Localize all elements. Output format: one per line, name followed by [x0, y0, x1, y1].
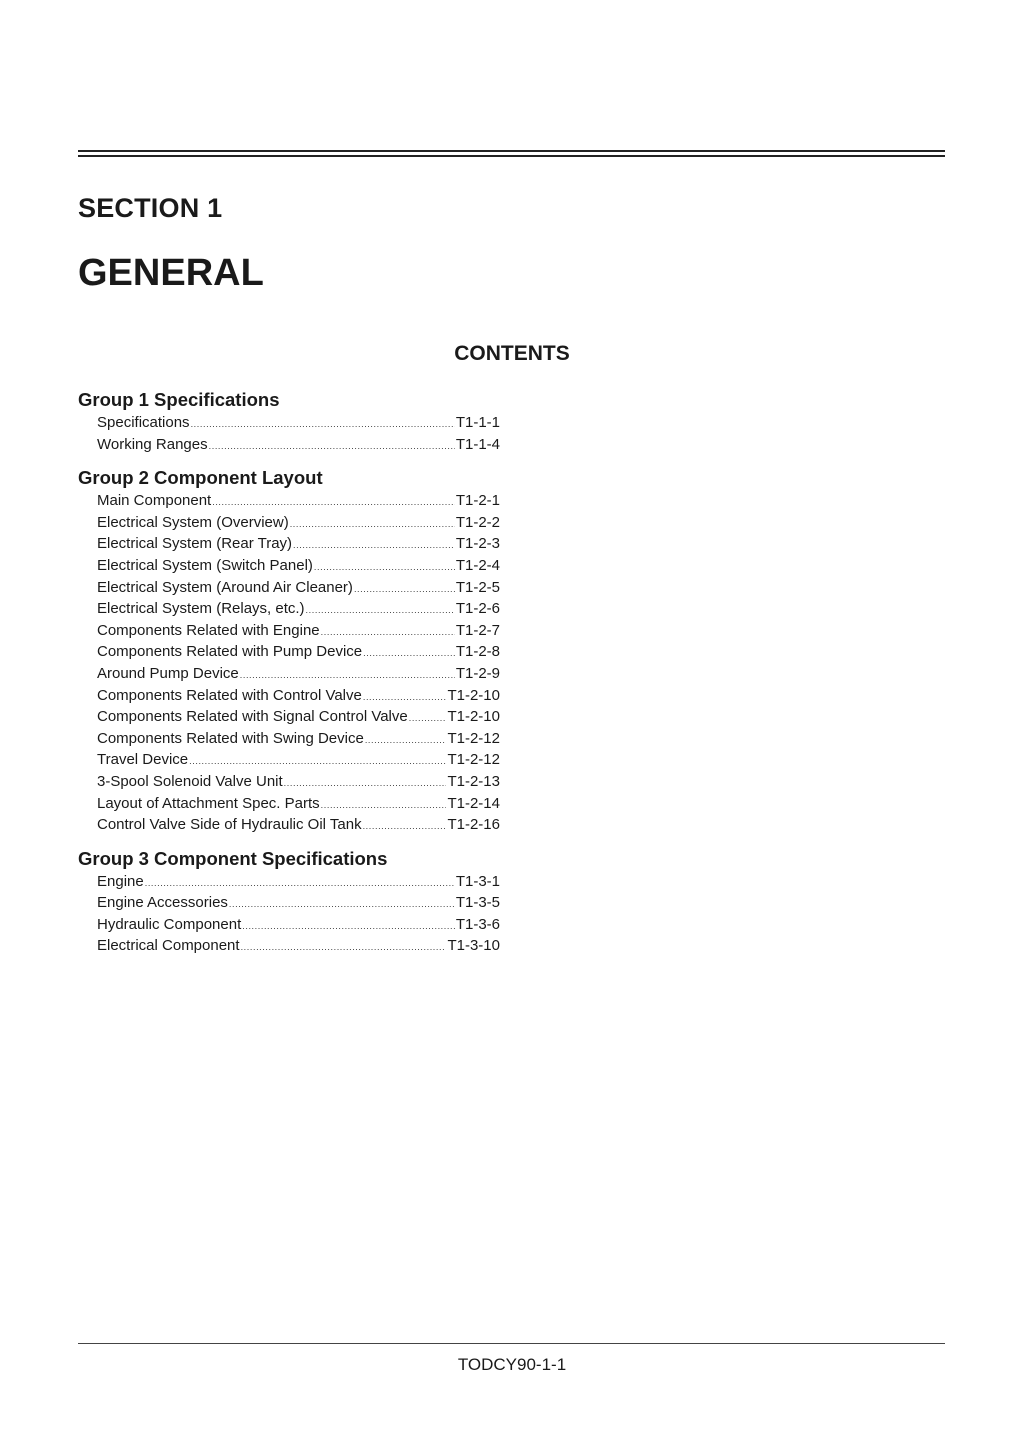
toc-entry[interactable] [97, 707, 500, 729]
contents-heading: CONTENTS [454, 342, 570, 365]
toc-entry[interactable] [97, 578, 500, 600]
toc-entry[interactable] [97, 729, 500, 751]
dot-leader [212, 492, 455, 513]
header-double-rule [78, 150, 945, 157]
toc-entry-label: Electrical System (Rear Tray) [97, 535, 293, 553]
toc-entry-page: T1-1-4 [455, 435, 500, 453]
toc-group [78, 387, 500, 456]
dot-leader [363, 643, 455, 664]
toc-entry-page: T1-3-5 [455, 894, 500, 912]
dot-leader [241, 937, 447, 958]
toc-entry-page: T1-2-3 [455, 535, 500, 553]
toc-entry-label: Around Pump Device [97, 664, 239, 682]
toc-entry-page: T1-2-10 [447, 686, 500, 704]
toc-group [78, 846, 500, 958]
toc-entry-label: Layout of Attachment Spec. Parts [97, 794, 320, 812]
toc-entry[interactable] [97, 513, 500, 535]
toc-entry-label: Components Related with Swing Device [97, 729, 364, 747]
toc-entry-list [78, 413, 500, 456]
toc-entry-label: Components Related with Signal Control Valve [97, 708, 408, 726]
toc-group [78, 465, 500, 837]
dot-leader [363, 687, 447, 708]
toc-entry[interactable] [97, 872, 500, 894]
toc-entry[interactable] [97, 750, 500, 772]
toc-entry-page: T1-2-14 [447, 794, 500, 812]
toc-entry-label: Electrical System (Relays, etc.) [97, 600, 305, 618]
dot-leader [354, 579, 455, 600]
toc-entry-page: T1-2-4 [455, 556, 500, 574]
toc-entry[interactable] [97, 664, 500, 686]
toc-entry-label: Electrical System (Around Air Cleaner) [97, 578, 353, 596]
toc-entry[interactable] [97, 794, 500, 816]
group-title: Group 2 Component Layout [78, 467, 323, 489]
toc-entry-label: Components Related with Control Valve [97, 686, 362, 704]
toc-entry-label: Main Component [97, 492, 212, 510]
toc-entry-label: Electrical System (Switch Panel) [97, 556, 313, 574]
toc-entry[interactable] [97, 534, 500, 556]
toc-entry-label: Travel Device [97, 751, 189, 769]
document-code: TODCY90-1-1 [457, 1355, 567, 1374]
dot-leader [284, 773, 447, 794]
dot-leader [314, 557, 455, 578]
toc-entry[interactable] [97, 893, 500, 915]
toc-entry[interactable] [97, 621, 500, 643]
toc-entry-page: T1-2-7 [455, 621, 500, 639]
dot-leader [321, 622, 455, 643]
dot-leader [191, 414, 455, 435]
toc-entry[interactable] [97, 772, 500, 794]
toc-entry-label: Electrical System (Overview) [97, 513, 289, 531]
dot-leader [242, 916, 455, 937]
toc-entry-label: Hydraulic Component [97, 915, 242, 933]
section-title: GENERAL [78, 252, 264, 294]
toc-entry-label: Specifications [97, 414, 190, 431]
toc-entry[interactable] [97, 642, 500, 664]
toc-entry-page: T1-2-2 [455, 513, 500, 531]
toc-entry-page: T1-2-16 [447, 816, 500, 834]
toc-entry[interactable] [97, 413, 500, 435]
toc-entry-page: T1-2-5 [455, 578, 500, 596]
dot-leader [363, 816, 447, 837]
toc-entry-page: T1-2-9 [455, 664, 500, 682]
toc-entry-page: T1-2-12 [447, 751, 500, 769]
dot-leader [229, 894, 455, 915]
toc-entry[interactable] [97, 815, 500, 837]
dot-leader [209, 436, 455, 457]
toc-entry-label: Components Related with Engine [97, 621, 320, 639]
dot-leader [306, 600, 455, 621]
group-title: Group 1 Specifications [78, 389, 280, 410]
toc-entry-label: Electrical Component [97, 937, 240, 955]
group-title: Group 3 Component Specifications [78, 847, 388, 869]
section-number: SECTION 1 [78, 193, 223, 223]
toc-entry-list [78, 872, 500, 958]
dot-leader [189, 751, 446, 772]
toc-entry-page: T1-2-8 [455, 643, 500, 661]
toc-entry-page: T1-2-6 [455, 600, 500, 618]
toc-entry[interactable] [97, 491, 500, 513]
toc-entry[interactable] [97, 435, 500, 457]
toc-entry-list [78, 491, 500, 837]
toc-entry[interactable] [97, 686, 500, 708]
toc-entry-label: 3-Spool Solenoid Valve Unit [97, 772, 283, 790]
footer-rule [78, 1343, 945, 1344]
dot-leader [145, 873, 455, 894]
toc-entry[interactable] [97, 599, 500, 621]
dot-leader [293, 535, 455, 556]
toc-entry-page: T1-3-6 [455, 915, 500, 933]
toc-entry-page: T1-2-12 [447, 729, 500, 747]
toc-entry[interactable] [97, 936, 500, 958]
dot-leader [321, 795, 447, 816]
table-of-contents [78, 387, 500, 967]
toc-entry-page: T1-2-13 [447, 772, 500, 790]
toc-entry[interactable] [97, 915, 500, 937]
toc-entry-label: Components Related with Pump Device [97, 643, 363, 661]
toc-entry-label: Engine Accessories [97, 894, 228, 912]
toc-entry[interactable] [97, 556, 500, 578]
toc-entry-label: Working Ranges [97, 435, 208, 453]
dot-leader [240, 665, 455, 686]
toc-entry-page: T1-2-1 [455, 492, 500, 510]
toc-entry-page: T1-1-1 [455, 414, 500, 431]
toc-entry-page: T1-3-1 [455, 872, 500, 890]
dot-leader [409, 708, 447, 729]
dot-leader [365, 730, 447, 751]
toc-entry-label: Engine [97, 872, 144, 890]
toc-entry-label: Control Valve Side of Hydraulic Oil Tank [97, 816, 362, 834]
dot-leader [290, 514, 455, 535]
toc-entry-page: T1-2-10 [447, 708, 500, 726]
toc-entry-page: T1-3-10 [447, 937, 500, 955]
